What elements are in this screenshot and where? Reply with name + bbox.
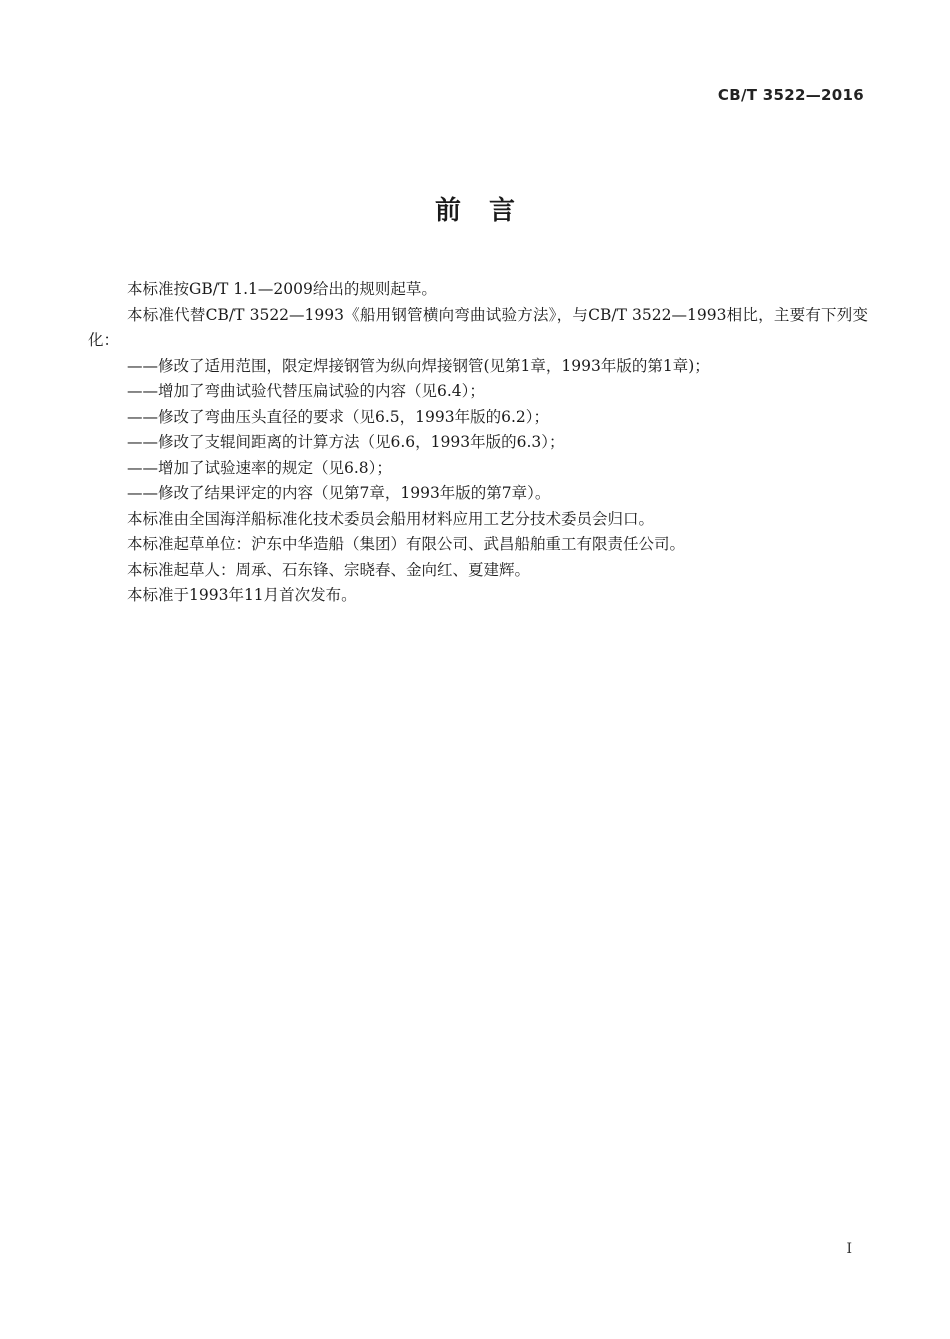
page-title: 前言	[434, 196, 543, 226]
foreword-body	[88, 277, 868, 609]
change-item-roller-distance: ——修改了支辊间距离的计算方法（见6.6，1993年版的6.3）；	[127, 433, 565, 451]
paragraph-drafting-rules: 本标准按GB/T 1.1—2009给出的规则起草。	[127, 280, 437, 298]
paragraph-committee: 本标准由全国海洋船标准化技术委员会船用材料应用工艺分技术委员会归口。	[127, 509, 655, 528]
change-item-mandrel-diameter: ——修改了弯曲压头直径的要求（见6.5，1993年版的6.2）；	[127, 407, 549, 426]
paragraph-first-release: 本标准于1993年11月首次发布。	[127, 586, 357, 604]
page-number: I	[846, 1241, 852, 1257]
paragraph-drafters: 本标准起草人：周承、石东锋、宗晓春、金向红、夏建辉。	[127, 560, 531, 579]
change-item-bend-test: ——增加了弯曲试验代替压扁试验的内容（见6.4）；	[127, 382, 485, 400]
change-item-scope: ——修改了适用范围，限定焊接钢管为纵向焊接钢管(见第1章，1993年版的第1章)；	[127, 356, 710, 375]
paragraph-replacement: 本标准代替CB/T 3522—1993《船用钢管横向弯曲试验方法》，与CB/T 3522—1993相比，主要有下列变化：	[88, 305, 868, 349]
paragraph-drafting-units: 本标准起草单位：沪东中华造船（集团）有限公司、武昌船舶重工有限责任公司。	[127, 535, 686, 553]
change-item-evaluation: ——修改了结果评定的内容（见第7章，1993年版的第7章）。	[127, 484, 551, 502]
standard-code: CB/T 3522—2016	[717, 86, 864, 104]
change-item-test-rate: ——增加了试验速率的规定（见6.8）；	[127, 458, 392, 477]
